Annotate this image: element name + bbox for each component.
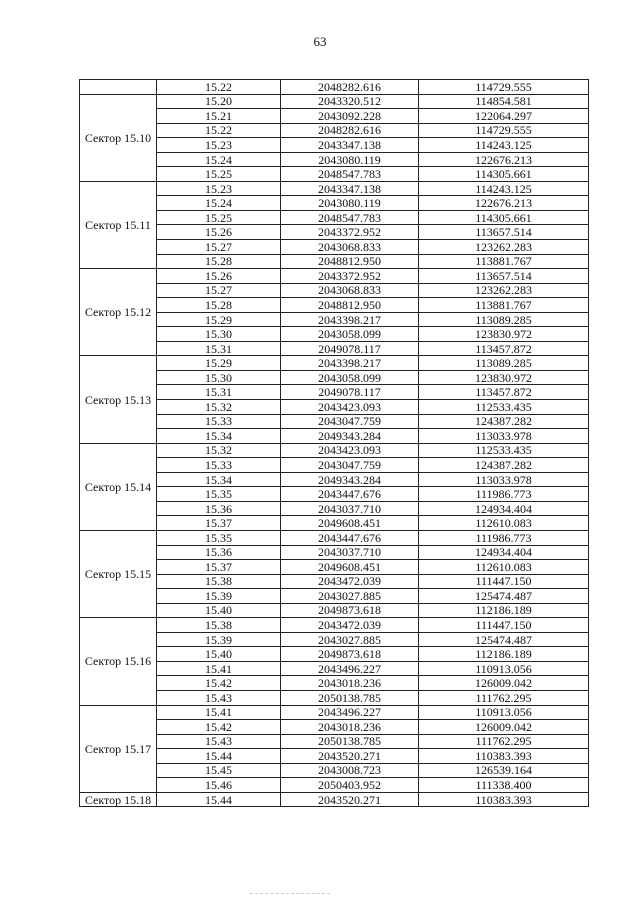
point-number-cell: 15.20 — [157, 94, 281, 109]
table-row — [80, 589, 589, 604]
sector-cell: Сектор 15.16 — [80, 618, 157, 705]
table-row — [80, 458, 589, 473]
y-coordinate-cell: 113457.872 — [419, 341, 589, 356]
point-number-cell: 15.33 — [157, 458, 281, 473]
table-row — [80, 254, 589, 269]
point-number-cell: 15.40 — [157, 647, 281, 662]
point-number-cell: 15.34 — [157, 472, 281, 487]
y-coordinate-cell: 113657.514 — [419, 225, 589, 240]
table-row — [80, 269, 589, 284]
point-number-cell: 15.29 — [157, 356, 281, 371]
x-coordinate-cell: 2043068.833 — [281, 240, 419, 255]
x-coordinate-cell: 2043372.952 — [281, 225, 419, 240]
y-coordinate-cell: 124934.404 — [419, 545, 589, 560]
x-coordinate-cell: 2050403.952 — [281, 778, 419, 793]
point-number-cell: 15.44 — [157, 792, 281, 807]
point-number-cell: 15.35 — [157, 530, 281, 545]
x-coordinate-cell: 2048282.616 — [281, 80, 419, 95]
point-number-cell: 15.34 — [157, 429, 281, 444]
point-number-cell: 15.43 — [157, 690, 281, 705]
y-coordinate-cell: 123262.283 — [419, 240, 589, 255]
x-coordinate-cell: 2043472.039 — [281, 574, 419, 589]
point-number-cell: 15.28 — [157, 254, 281, 269]
y-coordinate-cell: 110913.056 — [419, 661, 589, 676]
table-row — [80, 123, 589, 138]
sector-cell: Сектор 15.18 — [80, 792, 157, 807]
y-coordinate-cell: 110913.056 — [419, 705, 589, 720]
table-row — [80, 429, 589, 444]
x-coordinate-cell: 2043092.228 — [281, 109, 419, 124]
table-row — [80, 312, 589, 327]
x-coordinate-cell: 2043058.099 — [281, 327, 419, 342]
point-number-cell: 15.29 — [157, 312, 281, 327]
x-coordinate-cell: 2043027.885 — [281, 589, 419, 604]
y-coordinate-cell: 112610.083 — [419, 516, 589, 531]
table-row — [80, 501, 589, 516]
y-coordinate-cell: 114729.555 — [419, 80, 589, 95]
table-row — [80, 225, 589, 240]
sector-cell: Сектор 15.10 — [80, 94, 157, 181]
point-number-cell: 15.26 — [157, 269, 281, 284]
x-coordinate-cell: 2050138.785 — [281, 734, 419, 749]
point-number-cell: 15.31 — [157, 385, 281, 400]
y-coordinate-cell: 122676.213 — [419, 152, 589, 167]
point-number-cell: 15.25 — [157, 167, 281, 182]
x-coordinate-cell: 2048812.950 — [281, 298, 419, 313]
table-row — [80, 749, 589, 764]
point-number-cell: 15.31 — [157, 341, 281, 356]
x-coordinate-cell: 2049078.117 — [281, 341, 419, 356]
table-row — [80, 181, 589, 196]
y-coordinate-cell: 112533.435 — [419, 400, 589, 415]
table-row — [80, 240, 589, 255]
table-row — [80, 138, 589, 153]
table-row — [80, 400, 589, 415]
x-coordinate-cell: 2048282.616 — [281, 123, 419, 138]
table-row — [80, 734, 589, 749]
y-coordinate-cell: 124387.282 — [419, 458, 589, 473]
table-row — [80, 370, 589, 385]
x-coordinate-cell: 2043423.093 — [281, 400, 419, 415]
scan-artifact-line — [250, 893, 330, 894]
point-number-cell: 15.44 — [157, 749, 281, 764]
y-coordinate-cell: 111762.295 — [419, 690, 589, 705]
point-number-cell: 15.40 — [157, 603, 281, 618]
x-coordinate-cell: 2043058.099 — [281, 370, 419, 385]
y-coordinate-cell: 111447.150 — [419, 618, 589, 633]
sector-cell: Сектор 15.12 — [80, 269, 157, 356]
y-coordinate-cell: 113657.514 — [419, 269, 589, 284]
point-number-cell: 15.22 — [157, 80, 281, 95]
point-number-cell: 15.37 — [157, 560, 281, 575]
point-number-cell: 15.37 — [157, 516, 281, 531]
y-coordinate-cell: 111986.773 — [419, 530, 589, 545]
table-row — [80, 516, 589, 531]
point-number-cell: 15.28 — [157, 298, 281, 313]
x-coordinate-cell: 2043047.759 — [281, 458, 419, 473]
x-coordinate-cell: 2049608.451 — [281, 516, 419, 531]
x-coordinate-cell: 2050138.785 — [281, 690, 419, 705]
point-number-cell: 15.21 — [157, 109, 281, 124]
table-row — [80, 356, 589, 371]
y-coordinate-cell: 122676.213 — [419, 196, 589, 211]
y-coordinate-cell: 126009.042 — [419, 676, 589, 691]
point-number-cell: 15.30 — [157, 370, 281, 385]
x-coordinate-cell: 2043027.885 — [281, 632, 419, 647]
table-row — [80, 574, 589, 589]
y-coordinate-cell: 126009.042 — [419, 720, 589, 735]
x-coordinate-cell: 2043320.512 — [281, 94, 419, 109]
table-row — [80, 443, 589, 458]
x-coordinate-cell: 2048547.783 — [281, 210, 419, 225]
point-number-cell: 15.26 — [157, 225, 281, 240]
x-coordinate-cell: 2043372.952 — [281, 269, 419, 284]
x-coordinate-cell: 2049873.618 — [281, 603, 419, 618]
point-number-cell: 15.32 — [157, 400, 281, 415]
y-coordinate-cell: 114243.125 — [419, 181, 589, 196]
table-row — [80, 327, 589, 342]
y-coordinate-cell: 110383.393 — [419, 792, 589, 807]
y-coordinate-cell: 114854.581 — [419, 94, 589, 109]
x-coordinate-cell: 2043047.759 — [281, 414, 419, 429]
table-row — [80, 472, 589, 487]
table-row — [80, 560, 589, 575]
coordinates-table-body — [80, 80, 589, 807]
table-row — [80, 283, 589, 298]
y-coordinate-cell: 126539.164 — [419, 763, 589, 778]
x-coordinate-cell: 2043496.227 — [281, 661, 419, 676]
y-coordinate-cell: 111338.400 — [419, 778, 589, 793]
coordinates-table — [79, 79, 589, 807]
table-row — [80, 530, 589, 545]
sector-cell: Сектор 15.13 — [80, 356, 157, 443]
x-coordinate-cell: 2043472.039 — [281, 618, 419, 633]
table-row — [80, 676, 589, 691]
x-coordinate-cell: 2048812.950 — [281, 254, 419, 269]
point-number-cell: 15.27 — [157, 283, 281, 298]
x-coordinate-cell: 2048547.783 — [281, 167, 419, 182]
y-coordinate-cell: 112186.189 — [419, 603, 589, 618]
table-row — [80, 792, 589, 807]
y-coordinate-cell: 123262.283 — [419, 283, 589, 298]
table-row — [80, 414, 589, 429]
x-coordinate-cell: 2043520.271 — [281, 792, 419, 807]
point-number-cell: 15.22 — [157, 123, 281, 138]
table-row — [80, 705, 589, 720]
x-coordinate-cell: 2043447.676 — [281, 487, 419, 502]
table-row — [80, 763, 589, 778]
y-coordinate-cell: 114305.661 — [419, 210, 589, 225]
y-coordinate-cell: 113033.978 — [419, 429, 589, 444]
table-row — [80, 385, 589, 400]
table-row — [80, 196, 589, 211]
point-number-cell: 15.30 — [157, 327, 281, 342]
x-coordinate-cell: 2049078.117 — [281, 385, 419, 400]
x-coordinate-cell: 2043080.119 — [281, 152, 419, 167]
x-coordinate-cell: 2043423.093 — [281, 443, 419, 458]
sector-cell: Сектор 15.11 — [80, 181, 157, 268]
x-coordinate-cell: 2043018.236 — [281, 676, 419, 691]
x-coordinate-cell: 2043037.710 — [281, 501, 419, 516]
point-number-cell: 15.35 — [157, 487, 281, 502]
table-row — [80, 778, 589, 793]
point-number-cell: 15.41 — [157, 661, 281, 676]
point-number-cell: 15.36 — [157, 545, 281, 560]
y-coordinate-cell: 125474.487 — [419, 589, 589, 604]
x-coordinate-cell: 2049343.284 — [281, 429, 419, 444]
y-coordinate-cell: 112533.435 — [419, 443, 589, 458]
point-number-cell: 15.45 — [157, 763, 281, 778]
point-number-cell: 15.41 — [157, 705, 281, 720]
sector-cell: Сектор 15.15 — [80, 530, 157, 617]
x-coordinate-cell: 2049873.618 — [281, 647, 419, 662]
point-number-cell: 15.36 — [157, 501, 281, 516]
y-coordinate-cell: 112610.083 — [419, 560, 589, 575]
table-row — [80, 210, 589, 225]
point-number-cell: 15.39 — [157, 589, 281, 604]
x-coordinate-cell: 2043080.119 — [281, 196, 419, 211]
point-number-cell: 15.32 — [157, 443, 281, 458]
x-coordinate-cell: 2043037.710 — [281, 545, 419, 560]
x-coordinate-cell: 2043018.236 — [281, 720, 419, 735]
sector-cell — [80, 80, 157, 95]
x-coordinate-cell: 2043008.723 — [281, 763, 419, 778]
y-coordinate-cell: 123830.972 — [419, 370, 589, 385]
y-coordinate-cell: 114305.661 — [419, 167, 589, 182]
table-row — [80, 647, 589, 662]
point-number-cell: 15.24 — [157, 196, 281, 211]
point-number-cell: 15.24 — [157, 152, 281, 167]
table-row — [80, 152, 589, 167]
point-number-cell: 15.43 — [157, 734, 281, 749]
point-number-cell: 15.25 — [157, 210, 281, 225]
point-number-cell: 15.33 — [157, 414, 281, 429]
table-row — [80, 661, 589, 676]
y-coordinate-cell: 124387.282 — [419, 414, 589, 429]
point-number-cell: 15.27 — [157, 240, 281, 255]
page-number: 63 — [313, 34, 327, 49]
y-coordinate-cell: 125474.487 — [419, 632, 589, 647]
point-number-cell: 15.23 — [157, 181, 281, 196]
y-coordinate-cell: 123830.972 — [419, 327, 589, 342]
point-number-cell: 15.46 — [157, 778, 281, 793]
y-coordinate-cell: 122064.297 — [419, 109, 589, 124]
sector-cell: Сектор 15.14 — [80, 443, 157, 530]
x-coordinate-cell: 2043520.271 — [281, 749, 419, 764]
y-coordinate-cell: 114729.555 — [419, 123, 589, 138]
y-coordinate-cell: 113089.285 — [419, 312, 589, 327]
point-number-cell: 15.42 — [157, 720, 281, 735]
x-coordinate-cell: 2043496.227 — [281, 705, 419, 720]
table-row — [80, 298, 589, 313]
table-row — [80, 109, 589, 124]
table-row — [80, 94, 589, 109]
point-number-cell: 15.39 — [157, 632, 281, 647]
x-coordinate-cell: 2043347.138 — [281, 181, 419, 196]
y-coordinate-cell: 113457.872 — [419, 385, 589, 400]
y-coordinate-cell: 111447.150 — [419, 574, 589, 589]
y-coordinate-cell: 111762.295 — [419, 734, 589, 749]
x-coordinate-cell: 2049343.284 — [281, 472, 419, 487]
y-coordinate-cell: 113881.767 — [419, 298, 589, 313]
point-number-cell: 15.38 — [157, 618, 281, 633]
y-coordinate-cell: 111986.773 — [419, 487, 589, 502]
y-coordinate-cell: 110383.393 — [419, 749, 589, 764]
x-coordinate-cell: 2043347.138 — [281, 138, 419, 153]
x-coordinate-cell: 2043068.833 — [281, 283, 419, 298]
table-row — [80, 690, 589, 705]
x-coordinate-cell: 2043447.676 — [281, 530, 419, 545]
x-coordinate-cell: 2043398.217 — [281, 356, 419, 371]
y-coordinate-cell: 113089.285 — [419, 356, 589, 371]
sector-cell: Сектор 15.17 — [80, 705, 157, 792]
table-row — [80, 618, 589, 633]
y-coordinate-cell: 113033.978 — [419, 472, 589, 487]
point-number-cell: 15.42 — [157, 676, 281, 691]
y-coordinate-cell: 112186.189 — [419, 647, 589, 662]
table-row — [80, 545, 589, 560]
point-number-cell: 15.38 — [157, 574, 281, 589]
x-coordinate-cell: 2049608.451 — [281, 560, 419, 575]
y-coordinate-cell: 114243.125 — [419, 138, 589, 153]
y-coordinate-cell: 124934.404 — [419, 501, 589, 516]
table-row — [80, 720, 589, 735]
table-row — [80, 167, 589, 182]
table-row — [80, 632, 589, 647]
point-number-cell: 15.23 — [157, 138, 281, 153]
table-row — [80, 341, 589, 356]
table-row — [80, 80, 589, 95]
table-row — [80, 603, 589, 618]
x-coordinate-cell: 2043398.217 — [281, 312, 419, 327]
table-row — [80, 487, 589, 502]
y-coordinate-cell: 113881.767 — [419, 254, 589, 269]
